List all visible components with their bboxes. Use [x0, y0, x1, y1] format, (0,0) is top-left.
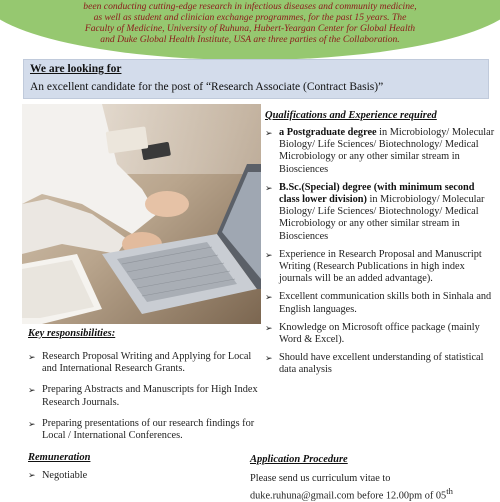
- header-intro-text: [50, 1, 450, 45]
- list-item: [28, 418, 258, 442]
- qualifications-heading: Qualifications and Experience required: [265, 110, 437, 121]
- application-heading: Application Procedure: [250, 454, 348, 465]
- list-item: [28, 384, 258, 408]
- vacancy-banner: [23, 59, 489, 99]
- application-line: Please send us curriculum vitae to: [250, 473, 391, 484]
- item-text: Negotiable: [42, 470, 88, 481]
- item-bold-text: a Postgraduate degree: [279, 127, 377, 138]
- header-line: been conducting cutting-edge research in infectious diseases and community medicine,: [83, 1, 417, 12]
- banner-text: An excellent candidate for the post of “Research Associate (Contract Basis)”: [30, 81, 384, 93]
- item-text: Research Proposal Writing and Applying for Local and International Research Grants.: [42, 351, 252, 375]
- header-line: as well as student and clinician exchange programmes, for the past 15 years. The: [93, 12, 407, 23]
- list-item: [265, 291, 495, 315]
- item-text: Excellent communication skills both in Sinhala and English languages.: [279, 291, 492, 315]
- item-text: Should have excellent understanding of statistical data analysis: [279, 352, 484, 376]
- laptop-photo: [22, 104, 261, 324]
- item-bold-text: B.Sc.(Special) degree (with minimum second class lower division): [279, 181, 475, 206]
- item-text: Preparing Abstracts and Manuscripts for High Index Research Journals.: [42, 384, 258, 408]
- remuneration-heading: Remuneration: [28, 452, 91, 463]
- item-text: Knowledge on Microsoft office package (mainly Word & Excel).: [279, 321, 480, 346]
- arrow-bullet-icon: ➢: [265, 322, 273, 333]
- application-section: [250, 454, 500, 502]
- arrow-bullet-icon: ➢: [265, 128, 273, 138]
- item-text: in Microbiology/ Molecular Biology/ Life Sciences/ Biotechnology/ Medical Microbiology or any other similar stream in Biosciences: [279, 194, 485, 242]
- application-email-line: duke.ruhuna@gmail.com before 12.00pm of 05: [250, 490, 447, 502]
- header-line: and Duke Global Health Institute, USA are three parties of the Collaboration.: [100, 34, 400, 45]
- arrow-bullet-icon: ➢: [265, 249, 273, 260]
- qualifications-list: [265, 127, 495, 377]
- header-line: Faculty of Medicine, University of Ruhuna, Hubert-Yeargan Center for Global Health: [84, 23, 416, 34]
- list-item: [265, 352, 495, 376]
- remuneration-section: [28, 452, 90, 481]
- arrow-bullet-icon: ➢: [28, 470, 36, 480]
- application-text: [250, 473, 500, 502]
- arrow-bullet-icon: ➢: [28, 385, 36, 396]
- arrow-bullet-icon: ➢: [265, 292, 273, 303]
- list-item: [265, 249, 495, 286]
- responsibilities-heading: Key responsibilities:: [28, 328, 116, 339]
- qualifications-section: [265, 110, 495, 383]
- item-text: Preparing presentations of our research findings for Local / International Conferences.: [42, 417, 255, 442]
- responsibilities-list: [28, 351, 258, 442]
- application-line: [250, 485, 500, 502]
- item-text: in Microbiology/ Molecular Biology/ Life Sciences/ Biotechnology/ Medical Microbiology or any other similar stream in Biosciences: [279, 127, 495, 175]
- responsibilities-section: [28, 328, 258, 451]
- date-suffix: th: [446, 486, 453, 496]
- laptop-illustration: [22, 104, 261, 324]
- list-item: [265, 182, 495, 243]
- banner-title: We are looking for: [30, 63, 122, 75]
- item-text: Experience in Research Proposal and Manuscript Writing (Research Publications in high index journals will be an added advantage).: [279, 248, 482, 285]
- arrow-bullet-icon: ➢: [265, 353, 273, 364]
- list-item: [28, 351, 258, 375]
- list-item: [265, 322, 495, 346]
- arrow-bullet-icon: ➢: [28, 418, 36, 429]
- list-item: [28, 470, 90, 481]
- list-item: [265, 127, 495, 176]
- arrow-bullet-icon: ➢: [265, 182, 273, 193]
- arrow-bullet-icon: ➢: [28, 352, 36, 362]
